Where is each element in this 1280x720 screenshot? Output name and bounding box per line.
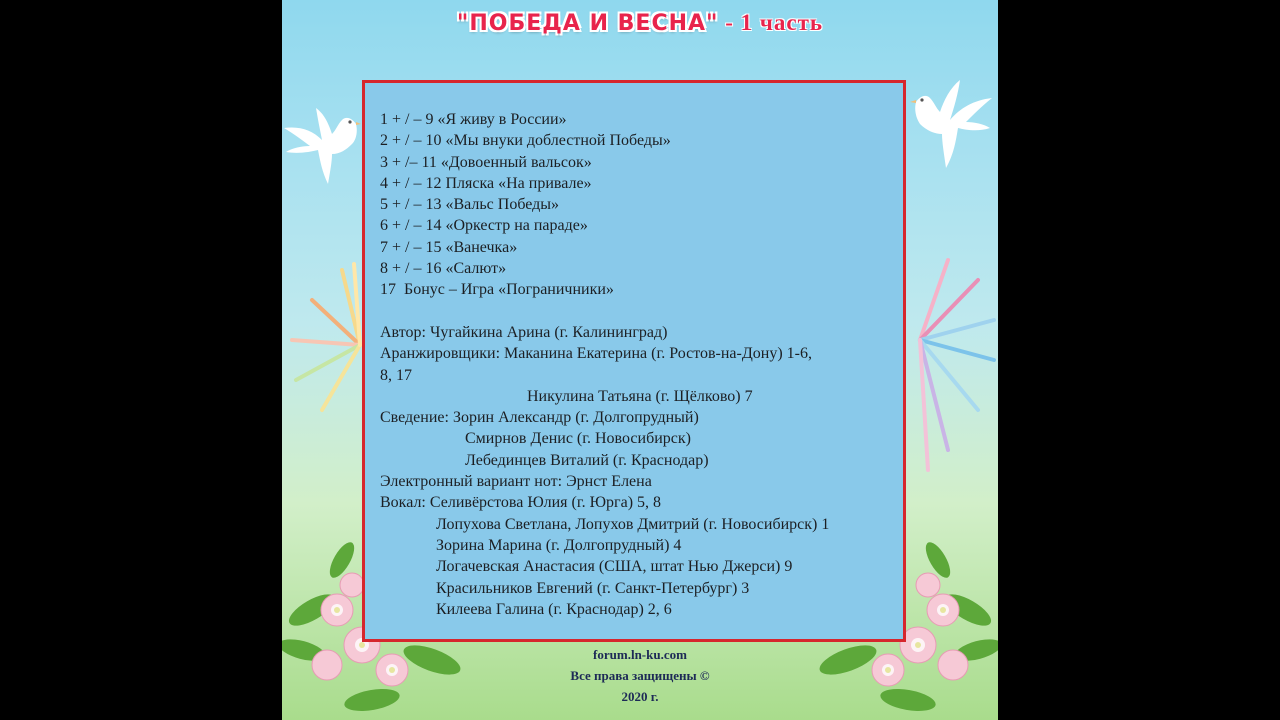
track-item: 7 + / – 15 «Ванечка» [380,238,518,256]
title-part: - 1 часть [718,10,824,35]
credit-arrangers: Аранжировщики: Маканина Екатерина (г. Ростов-на-Дону) 1-6, [380,345,812,363]
credit-vocal-2: Лопухова Светлана, Лопухов Дмитрий (г. Новосибирск) 1 [436,515,830,533]
credit-mixing: Сведение: Зорин Александр (г. Долгопрудный) [380,409,699,427]
credit-mixing-2: Смирнов Денис (г. Новосибирск) [465,430,691,448]
footer-year: 2020 г. [621,689,659,704]
track-item: 4 + / – 12 Пляска «На привале» [380,174,592,192]
spacer [380,301,903,322]
dove-icon [906,78,994,174]
fireworks-icon [908,240,998,480]
title-main: "ПОБЕДА И ВЕСНА" [456,11,719,36]
credit-arrangers-2: Никулина Татьяна (г. Щёлково) 7 [527,387,753,405]
credit-mixing-3: Лебединцев Виталий (г. Краснодар) [465,451,709,469]
track-item: 6 + / – 14 «Оркестр на параде» [380,217,588,235]
credit-vocal-6: Килеева Галина (г. Краснодар) 2, 6 [436,600,672,618]
track-item: 8 + / – 16 «Салют» [380,260,507,278]
credit-vocal-3: Зорина Марина (г. Долгопрудный) 4 [436,536,682,554]
credit-vocal-5: Красильников Евгений (г. Санкт-Петербург) 3 [436,579,750,597]
track-item: 2 + / – 10 «Мы внуки доблестной Победы» [380,132,671,150]
track-item: 1 + / – 9 «Я живу в России» [380,111,567,128]
page-title [282,10,998,36]
track-item: 5 + / – 13 «Вальс Победы» [380,196,560,214]
credit-vocal: Вокал: Селивёрстова Юлия (г. Юрга) 5, 8 [380,494,662,512]
tracklist-box [362,80,906,642]
credit-notes: Электронный вариант нот: Эрнст Елена [380,473,652,491]
track-item: 3 + /– 11 «Довоенный вальсок» [380,153,592,171]
dove-icon [282,100,364,190]
footer-site: forum.ln-ku.com [593,647,687,662]
credit-arrangers-cont: 8, 17 [380,366,412,384]
credit-vocal-4: Логачевская Анастасия (США, штат Нью Джерси) 9 [436,558,793,576]
credit-author: Автор: Чугайкина Арина (г. Калининград) [380,323,668,341]
poster [282,0,998,720]
fireworks-icon [282,250,372,420]
track-item: 17 Бонус – Игра «Пограничники» [380,281,614,299]
footer-rights: Все права защищены © [570,668,710,683]
